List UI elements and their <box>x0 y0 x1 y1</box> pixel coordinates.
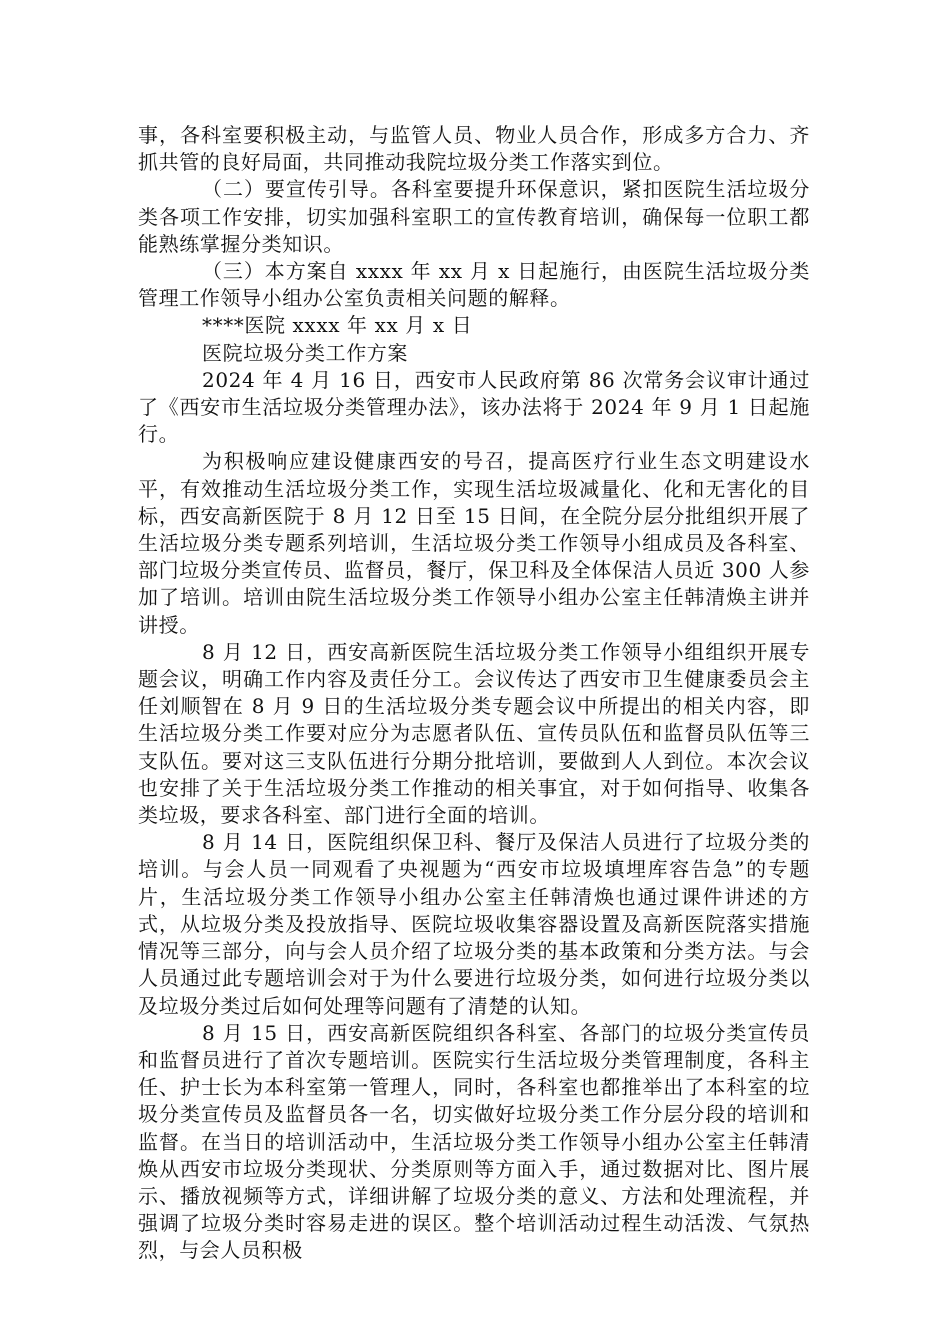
paragraph-6: 2024 年 4 月 16 日，西安市人民政府第 86 次常务会议审计通过了《西安市生活垃圾分类管理办法》，该办法将于 2024 年 9 月 1 日起施行。 <box>138 367 810 447</box>
section-title: 医院垃圾分类工作方案 <box>202 340 408 365</box>
paragraph-7: 为积极响应建设健康西安的号召，提高医疗行业生态文明建设水平，有效推动生活垃圾分类工作，实现生活垃圾减量化、化和无害化的目标，西安高新医院于 8 月 12 日至 15 日间，在全院分层分批组织开展了生活垃圾分类专题系列培训，生活垃圾分类工作领导小组成员及各科室、部门垃圾分类宣传员、监督员，餐厅，保卫科及全体保洁人员近 300 人参加了培训。培训由院生活垃圾分类工作领导小组办公室主任韩清焕主讲并讲授。 <box>138 449 810 637</box>
paragraph-1: 事，各科室要积极主动，与监管人员、物业人员合作，形成多方合力、齐抓共管的良好局面，共同推动我院垃圾分类工作落实到位。 <box>138 123 810 175</box>
signature-line: ****医院 xxxx 年 xx 月 x 日 <box>202 313 473 338</box>
paragraph-9: 8 月 14 日，医院组织保卫科、餐厅及保洁人员进行了垃圾分类的培训。与会人员一同观看了央视题为“西安市垃圾填埋库容告急”的专题片，生活垃圾分类工作领导小组办公室主任韩清焕也通过课件讲述的方式，从垃圾分类及投放指导、医院垃圾收集容器设置及高新医院落实措施情况等三部分，向与会人员介绍了垃圾分类的基本政策和分类方法。与会人员通过此专题培训会对于为什么要进行垃圾分类，如何进行垃圾分类以及垃圾分类过后如何处理等问题有了清楚的认知。 <box>138 830 810 1018</box>
paragraph-10: 8 月 15 日，西安高新医院组织各科室、各部门的垃圾分类宣传员和监督员进行了首次专题培训。医院实行生活垃圾分类管理制度，各科主任、护士长为本科室第一管理人，同时，各科室也都推举出了本科室的垃圾分类宣传员及监督员各一名，切实做好垃圾分类工作分层分段的培训和监督。在当日的培训活动中，生活垃圾分类工作领导小组办公室主任韩清焕从西安市垃圾分类现状、分类原则等方面入手，通过数据对比、图片展示、播放视频等方式，详细讲解了垃圾分类的意义、方法和处理流程，并强调了垃圾分类时容易走进的误区。整个培训活动过程生动活泼、气氛热烈，与会人员积极 <box>138 1020 810 1263</box>
document-body <box>138 122 810 1265</box>
paragraph-3: （三）本方案自 xxxx 年 xx 月 x 日起施行，由医院生活垃圾分类管理工作领导小组办公室负责相关问题的解释。 <box>138 259 810 311</box>
paragraph-8: 8 月 12 日，西安高新医院生活垃圾分类工作领导小组组织开展专题会议，明确工作内容及责任分工。会议传达了西安市卫生健康委员会主任刘顺智在 8 月 9 日的生活垃圾分类专题会议中所提出的相关内容，即生活垃圾分类工作要对应分为志愿者队伍、宣传员队伍和监督员队伍等三支队伍。要对这三支队伍进行分期分批培训，要做到人人到位。本次会议也安排了关于生活垃圾分类工作推动的相关事宜，对于如何指导、收集各类垃圾，要求各科室、部门进行全面的培训。 <box>138 639 810 828</box>
paragraph-2: （二）要宣传引导。各科室要提升环保意识，紧扣医院生活垃圾分类各项工作安排，切实加强科室职工的宣传教育培训，确保每一位职工都能熟练掌握分类知识。 <box>138 177 810 256</box>
